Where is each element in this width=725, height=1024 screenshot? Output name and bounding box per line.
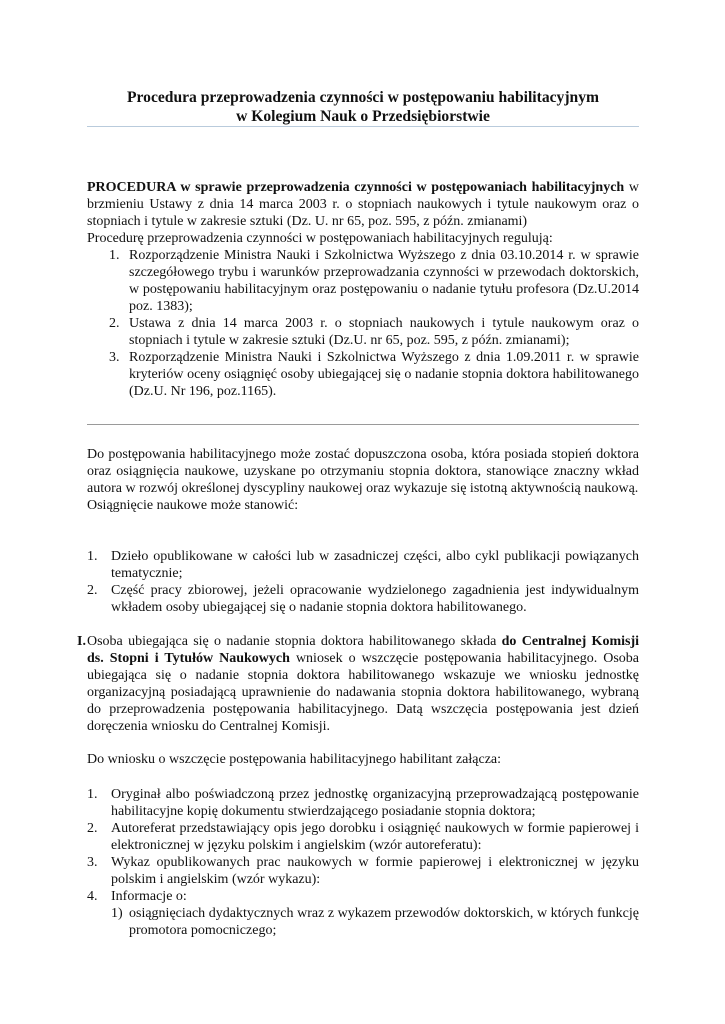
section-roman-numeral: I. — [77, 634, 86, 649]
attachment-item: 2. Autoreferat przedstawiający opis jego dorobku i osiągnięć naukowych w formie papierowej i elektronicznej w języku polskim i angielskim (wzór autoreferatu): — [87, 821, 639, 853]
section-one-paragraph: Osoba ubiegająca się o nadanie stopnia doktora habilitowanego składa do Centralnej Komisji ds. Stopni i Tytułów Naukowych wniosek o wszczęcie postępowania habilitacyjnego. Osoba ubiegająca się o nadanie stopnia doktora habilitowanego wskazuje we wniosku jednostkę organizacyjną posiadającą uprawnienie do nadawania stopnia doktora habilitowanego, wybraną do przeprowadzenia postępowania habilitacyjnego. Datą wszczęcia postępowania jest dzień doręczenia wniosku do Centralnej Komisji. — [87, 634, 640, 734]
regulated-by-line: Procedurę przeprowadzenia czynności w postępowaniach habilitacyjnych regulują: — [87, 231, 553, 246]
attachments-intro: Do wniosku o wszczęcie postępowania habilitacyjnego habilitant załącza: — [87, 752, 502, 767]
regulation-item: 1. Rozporządzenie Ministra Nauki i Szkolnictwa Wyższego z dnia 03.10.2014 r. w sprawie szczegółowego trybu i warunków przeprowadzania czynności w przewodach doktorskich, w postępowaniu habilitacyjnym oraz postępowaniu o nadanie tytułu profesora (Dz.U.2014 poz. 1383); — [109, 248, 639, 314]
attachment-item: 3. Wykaz opublikowanych prac naukowych w formie papierowej i elektronicznej w języku polskim i angielskim (wzór wykazu): — [87, 855, 639, 887]
admission-section — [87, 446, 639, 514]
intro-section — [87, 179, 639, 400]
achievements-list — [87, 548, 639, 616]
title-line-2: w Kolegium Nauk o Przedsiębiorstwie — [236, 108, 490, 125]
intro-rest: w brzmieniu Ustawy z dnia 14 marca 2003 r. o stopniach naukowych i tytule naukowym oraz o stopniach i tytule w zakresie sztuki (Dz. U. nr 65, poz. 595, z późn. zmianami) — [87, 180, 639, 229]
regulations-list — [87, 247, 639, 400]
achievement-item: 2. Część pracy zbiorowej, jeżeli opracowanie wydzielonego zagadnienia jest indywidualnym wkładem osoby ubiegającej się o nadanie stopnia doktora habilitowanego. — [87, 583, 639, 615]
section-divider — [87, 424, 639, 425]
attachment-item: 4. Informacje o: — [87, 889, 187, 904]
achievement-item: 1. Dzieło opublikowane w całości lub w zasadniczej części, albo cykl publikacji powiązanych tematycznie; — [87, 549, 639, 581]
section-one — [77, 633, 640, 735]
attachment-item: 1. Oryginał albo poświadczoną przez jednostkę organizacyjną przeprowadzającą postępowanie habilitacyjne kopię dokumentu stwierdzającego posiadanie stopnia doktora; — [87, 787, 639, 819]
regulation-item: 3. Rozporządzenie Ministra Nauki i Szkolnictwa Wyższego z dnia 1.09.2011 r. w sprawie kryteriów oceny osiągnięć osoby ubiegającej się o nadanie stopnia doktora habilitowanego (Dz.U. Nr 196, poz.1165). — [109, 350, 639, 399]
attachment-subitem: 1) osiągnięciach dydaktycznych wraz z wykazem przewodów doktorskich, w których funkcję promotora pomocniczego; — [111, 906, 639, 938]
title-line-1: Procedura przeprowadzenia czynności w postępowaniu habilitacyjnym — [126, 89, 599, 106]
admission-paragraph: Do postępowania habilitacyjnego może zostać dopuszczona osoba, która posiada stopień doktora oraz osiągnięcia naukowe, uzyskane po otrzymaniu stopnia doktora, stanowiące znaczny wkład autora w rozwój określonej dyscypliny naukowej oraz wykazuje się istotną aktywnością naukową. — [87, 447, 639, 496]
central-commission-bold: do Centralnej Komisji ds. Stopni i Tytułów Naukowych — [87, 634, 639, 666]
title-underline — [87, 126, 639, 127]
regulation-item: 2. Ustawa z dnia 14 marca 2003 r. o stopniach naukowych i tytule naukowym oraz o stopniach i tytule w zakresie sztuki (Dz.U. nr 65, poz. 595, z późn. zmianami); — [109, 316, 639, 348]
intro-bold-lead: PROCEDURA w sprawie przeprowadzenia czynności w postępowaniach habilitacyjnych — [87, 180, 625, 195]
intro-paragraph — [87, 179, 639, 230]
document-title — [87, 88, 639, 126]
attachments-list — [87, 786, 639, 939]
achievement-intro: Osiągnięcie naukowe może stanowić: — [87, 498, 299, 513]
